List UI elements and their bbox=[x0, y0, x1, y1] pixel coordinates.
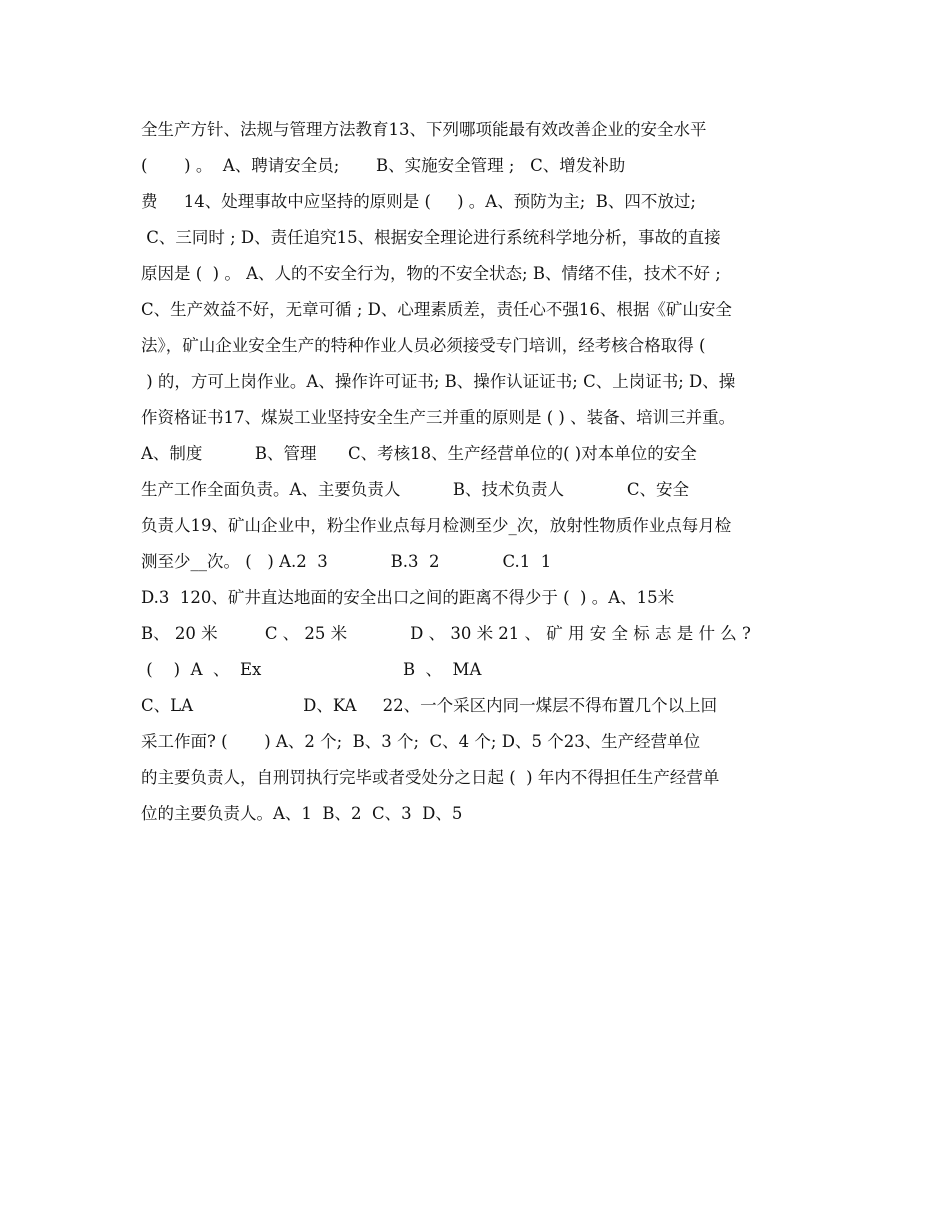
text-line: C、三同时 ; D、责任追究15、根据安全理论进行系统科学地分析，事故的直接 bbox=[141, 228, 721, 247]
text-line: 位的主要负责人。A、1 B、2 C、3 D、5 bbox=[141, 804, 463, 823]
text-line: 的主要负责人，自刑罚执行完毕或者受处分之日起 ( ) 年内不得担任生产经营单 bbox=[141, 768, 720, 787]
text-line: 法》，矿山企业安全生产的特种作业人员必须接受专门培训，经考核合格取得 ( bbox=[141, 336, 706, 355]
text-line: 全生产方针、法规与管理方法教育13、下列哪项能最有效改善企业的安全水平 bbox=[141, 120, 707, 139]
text-line: 生产工作全面负责。A、主要负责人 B、技术负责人 C、安全 bbox=[141, 480, 690, 499]
text-line: 原因是 ( ) 。 A、人的不安全行为，物的不安全状态; B、情绪不佳，技术不好 ; bbox=[141, 264, 721, 283]
text-line: A、制度 B、管理 C、考核18、生产经营单位的( )对本单位的安全 bbox=[141, 444, 697, 463]
text-line: C、生产效益不好，无章可循 ; D、心理素质差，责任心不强16、根据《矿山安全 bbox=[141, 300, 732, 319]
text-line: ( ) A 、 Ex B 、 MA bbox=[141, 660, 482, 679]
text-line: 负责人19、矿山企业中，粉尘作业点每月检测至少_次，放射性物质作业点每月检 bbox=[141, 516, 732, 535]
question-text-block bbox=[141, 112, 821, 832]
text-line: 测至少__次。 ( ) A.2 3 B.3 2 C.1 1 bbox=[141, 552, 552, 571]
text-line: ) 的，方可上岗作业。A、操作许可证书; B、操作认证证书; C、上岗证书; D、操 bbox=[141, 372, 736, 391]
text-line: C、LA D、KA 22、一个采区内同一煤层不得布置几个以上回 bbox=[141, 696, 718, 715]
text-line: D.3 120、矿井直达地面的安全出口之间的距离不得少于 ( ) 。A、15米 bbox=[141, 588, 675, 607]
text-line: B、 20 米 C 、 25 米 D 、 30 米 21 、 矿 用 安 全 标 志 是 什 么 ? bbox=[141, 624, 751, 643]
text-line: 作资格证书17、煤炭工业坚持安全生产三并重的原则是 ( ) 、装备、培训三并重。 bbox=[141, 408, 736, 427]
text-line: ( ) 。 A、聘请安全员; B、实施安全管理 ; C、增发补助 bbox=[141, 156, 626, 175]
text-line: 费 14、处理事故中应坚持的原则是 ( ) 。A、预防为主; B、四不放过; bbox=[141, 192, 696, 211]
text-line: 采工作面? ( ) A、2 个; B、3 个; C、4 个; D、5 个23、生产经营单位 bbox=[141, 732, 701, 751]
